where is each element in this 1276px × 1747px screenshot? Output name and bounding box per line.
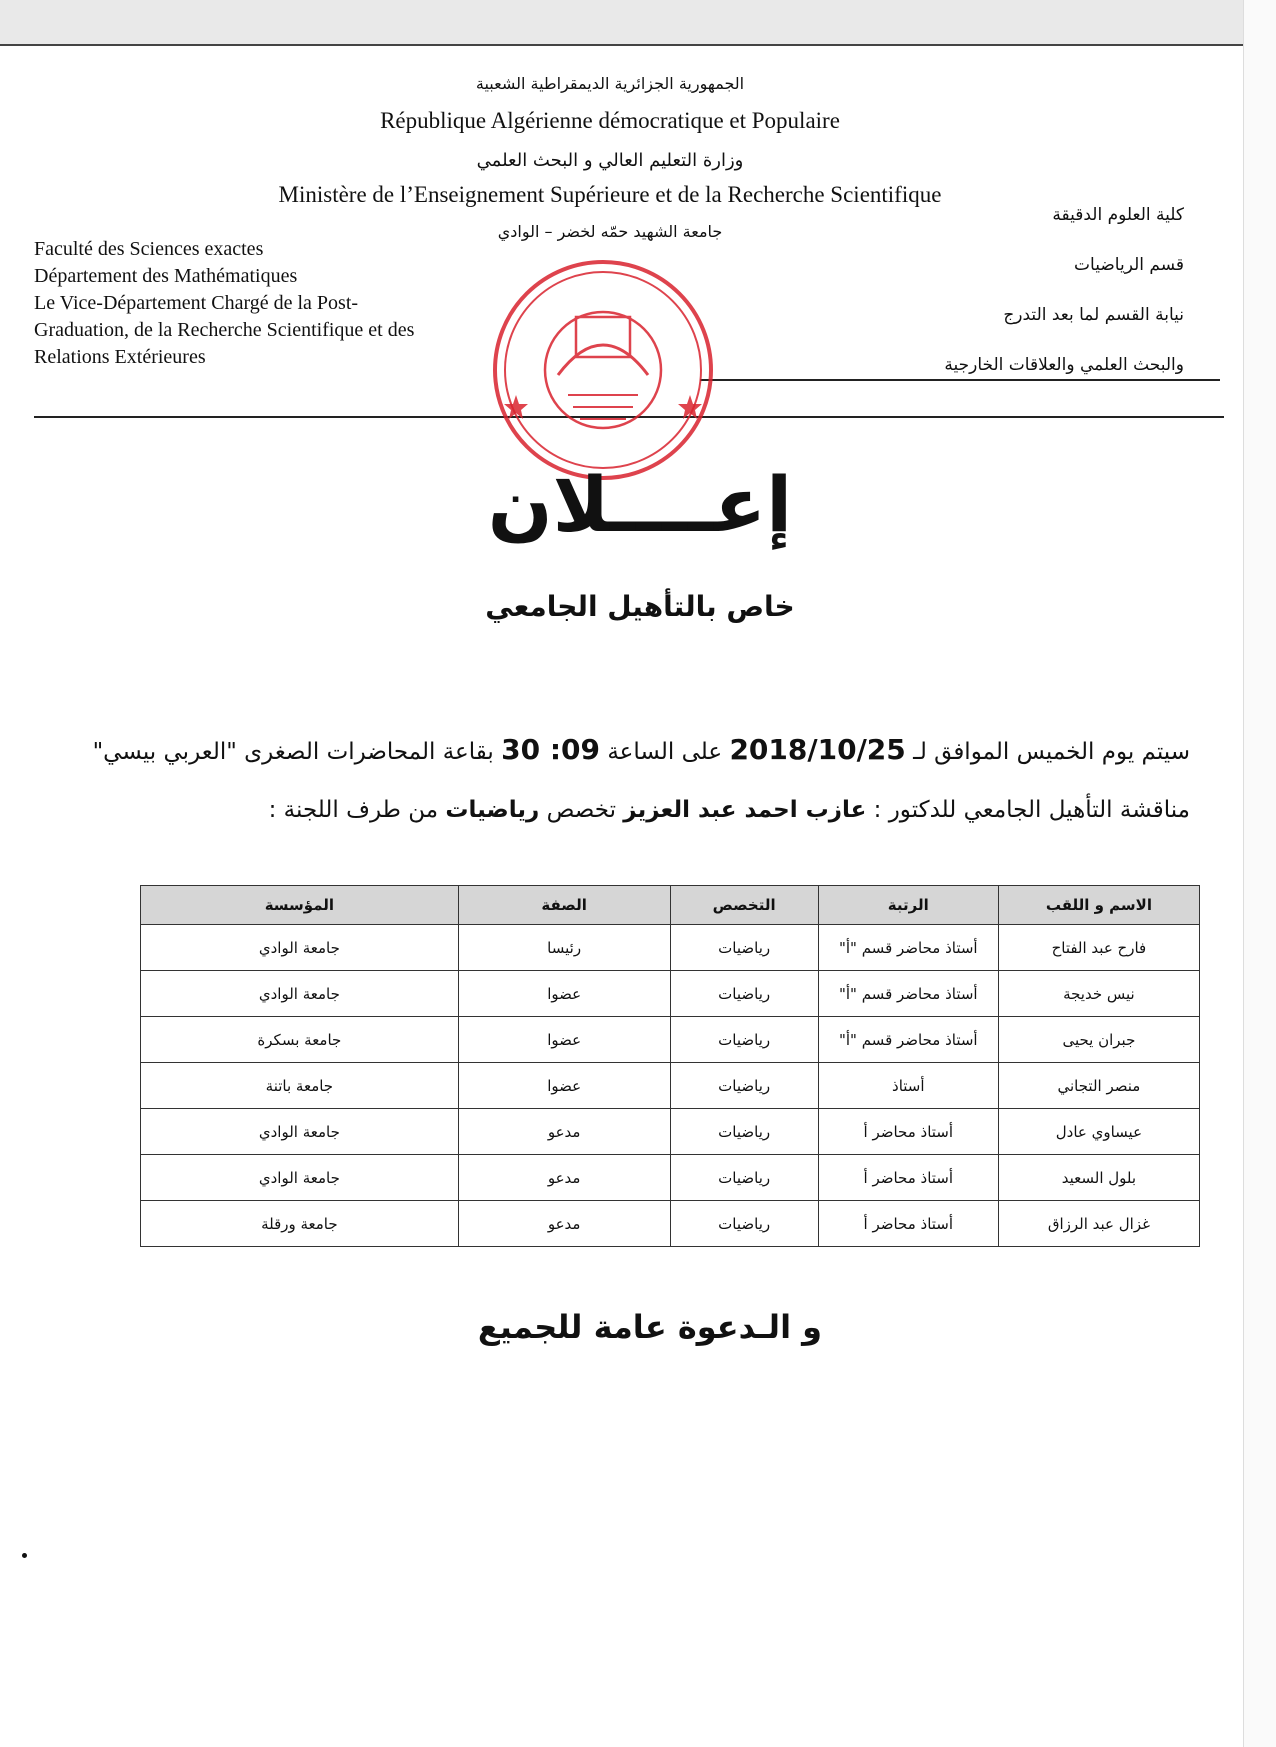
member-role: مدعو	[458, 1201, 670, 1247]
ministry-arabic: وزارة التعليم العالي و البحث العلمي	[476, 150, 744, 171]
specialty-value: رياضيات	[445, 797, 540, 823]
member-name: منصر التجاني	[998, 1063, 1199, 1109]
closing-invitation: و الـدعوة عامة للجميع	[477, 1308, 823, 1346]
relations-line: Relations Extérieures	[34, 346, 206, 368]
member-institution: جامعة الوادي	[141, 925, 459, 971]
member-specialty: رياضيات	[670, 1017, 818, 1063]
scan-dot	[22, 1553, 27, 1558]
faculty-header-french	[34, 236, 484, 371]
member-rank: أستاذ محاضر أ	[818, 1201, 998, 1247]
vice-department-line-ar: نيابة القسم لما بعد التدرج	[1003, 305, 1184, 325]
member-name: جبران يحيى	[998, 1017, 1199, 1063]
member-rank: أستاذ محاضر قسم "أ"	[818, 971, 998, 1017]
member-institution: جامعة بسكرة	[141, 1017, 459, 1063]
column-header-role: الصفة	[458, 886, 670, 925]
member-name: نيس خديجة	[998, 971, 1199, 1017]
member-specialty: رياضيات	[670, 1109, 818, 1155]
member-role: عضوا	[458, 1063, 670, 1109]
candidate-name: عازب احمد عبد العزيز	[623, 797, 867, 823]
member-role: رئيسا	[458, 925, 670, 971]
announcement-line-2	[130, 797, 1190, 823]
faculty-header-arabic	[854, 190, 1184, 390]
column-header-specialty: التخصص	[670, 886, 818, 925]
header-divider-right	[700, 379, 1220, 381]
column-header-institution: المؤسسة	[141, 886, 459, 925]
column-header-rank: الرتبة	[818, 886, 998, 925]
member-specialty: رياضيات	[670, 971, 818, 1017]
announcement-subtitle: خاص بالتأهيل الجامعي	[485, 590, 795, 623]
table-row	[141, 971, 1200, 1017]
member-institution: جامعة الوادي	[141, 1155, 459, 1201]
member-specialty: رياضيات	[670, 925, 818, 971]
time-label: على الساعة	[607, 739, 723, 765]
member-rank: أستاذ محاضر قسم "أ"	[818, 1017, 998, 1063]
table-row	[141, 1017, 1200, 1063]
member-institution: جامعة ورقلة	[141, 1201, 459, 1247]
department-line-ar: قسم الرياضيات	[1074, 255, 1184, 275]
member-rank: أستاذ محاضر أ	[818, 1155, 998, 1201]
scan-border-right	[1243, 0, 1276, 1747]
faculty-line-ar: كلية العلوم الدقيقة	[1052, 205, 1184, 225]
member-rank: أستاذ محاضر أ	[818, 1109, 998, 1155]
member-institution: جامعة باتنة	[141, 1063, 459, 1109]
republic-arabic: الجمهورية الجزائرية الديمقراطية الشعبية	[475, 74, 745, 93]
member-role: عضوا	[458, 971, 670, 1017]
table-row	[141, 1109, 1200, 1155]
schedule-text: سيتم يوم الخميس الموافق لـ	[913, 739, 1190, 765]
member-specialty: رياضيات	[670, 1201, 818, 1247]
defense-time: 09: 30	[501, 733, 601, 766]
ministry-french: Ministère de l’Enseignement Supérieure et de la Recherche Scientifique	[278, 182, 942, 207]
table-header-row	[141, 886, 1200, 925]
scan-border-top	[0, 0, 1276, 46]
faculty-line: Faculté des Sciences exactes	[34, 238, 264, 260]
table-row	[141, 1063, 1200, 1109]
official-stamp-icon	[488, 255, 718, 485]
table-row	[141, 1201, 1200, 1247]
vice-department-line: Le Vice-Département Chargé de la Post-	[34, 292, 359, 314]
department-line: Département des Mathématiques	[34, 265, 298, 287]
research-line-ar: والبحث العلمي والعلاقات الخارجية	[944, 355, 1184, 375]
defense-intro: مناقشة التأهيل الجامعي للدكتور :	[873, 797, 1190, 823]
announcement-title: إعــــلان	[487, 460, 793, 549]
member-name: فارح عبد الفتاح	[998, 925, 1199, 971]
announcement-line-1	[92, 733, 1190, 766]
member-role: مدعو	[458, 1155, 670, 1201]
venue-text: بقاعة المحاضرات الصغرى "العربي بيسي"	[92, 739, 494, 765]
table-row	[141, 1155, 1200, 1201]
column-header-name: الاسم و اللقب	[998, 886, 1199, 925]
member-institution: جامعة الوادي	[141, 971, 459, 1017]
member-rank: أستاذ محاضر قسم "أ"	[818, 925, 998, 971]
member-role: عضوا	[458, 1017, 670, 1063]
member-institution: جامعة الوادي	[141, 1109, 459, 1155]
republic-french: République Algérienne démocratique et Populaire	[380, 108, 840, 133]
member-name: بلول السعيد	[998, 1155, 1199, 1201]
member-name: غزال عبد الرزاق	[998, 1201, 1199, 1247]
member-role: مدعو	[458, 1109, 670, 1155]
committee-table	[140, 885, 1200, 1247]
specialty-label: تخصص	[546, 797, 616, 823]
university-arabic: جامعة الشهيد حمّه لخضر – الوادي	[497, 222, 723, 241]
member-specialty: رياضيات	[670, 1063, 818, 1109]
member-specialty: رياضيات	[670, 1155, 818, 1201]
vice-department-line-2: Graduation, de la Recherche Scientifique et des	[34, 319, 415, 341]
committee-intro: من طرف اللجنة :	[268, 797, 439, 823]
member-name: عيساوي عادل	[998, 1109, 1199, 1155]
table-row	[141, 925, 1200, 971]
defense-date: 2018/10/25	[729, 733, 906, 766]
member-rank: أستاذ	[818, 1063, 998, 1109]
